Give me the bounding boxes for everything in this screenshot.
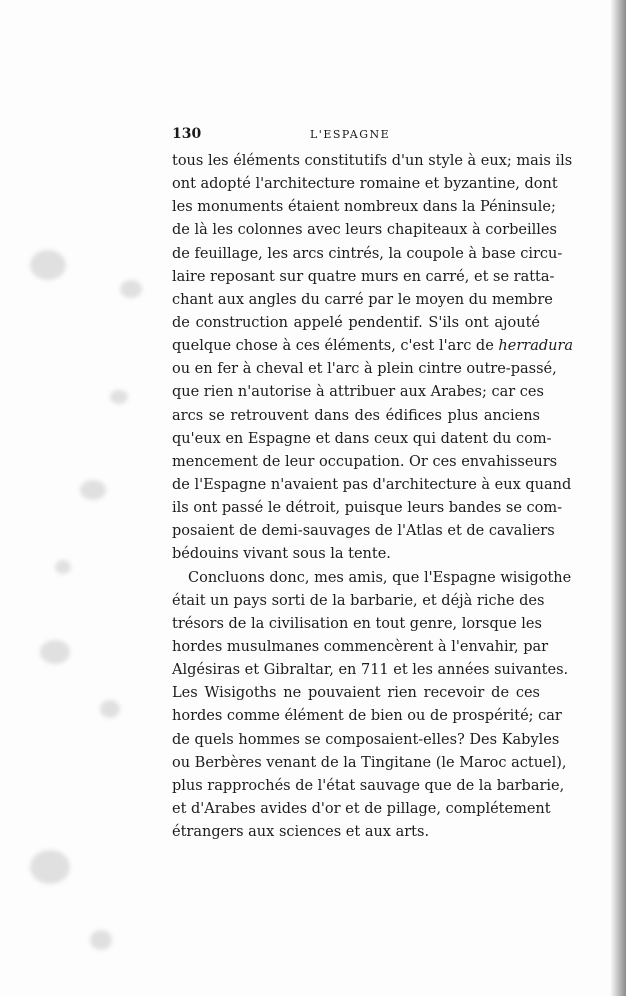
foxing-spot [30, 850, 70, 884]
foxing-spot [110, 390, 128, 404]
foxing-spot [40, 640, 70, 664]
text-line: mencement de leur occupation. Or ces envahisseurs [172, 453, 558, 470]
foxing-spot [100, 700, 120, 718]
text-line: posaient de demi-sauvages de l'Atlas et de cavaliers [172, 523, 555, 540]
text-line: et d'Arabes avides d'or et de pillage, complétement [172, 800, 551, 817]
text-line: ou en fer à cheval et l'arc à plein cintre outre-passé, [172, 361, 557, 378]
text-line: était un pays sorti de la barbarie, et déjà riche des [172, 592, 545, 609]
page-number: 130 [172, 126, 202, 142]
text-line: Algésiras et Gibraltar, en 711 et les années suivantes. [172, 662, 569, 679]
text-line: trésors de la civilisation en tout genre, lorsque les [172, 615, 542, 632]
foxing-spot [30, 250, 66, 280]
body-text [172, 150, 574, 844]
text-line: plus rapprochés de l'état sauvage que de la barbarie, [172, 777, 565, 794]
foxing-spot [80, 480, 106, 500]
text-line: de là les colonnes avec leurs chapiteaux à corbeilles [172, 222, 557, 239]
italic-term: herradura [498, 338, 574, 355]
text-line: hordes comme élément de bien ou de prospérité; car [172, 708, 562, 725]
text-line: ils ont passé le détroit, puisque leurs bandes se com- [172, 500, 563, 517]
page-header [172, 126, 540, 146]
text-line: les monuments étaient nombreux dans la Péninsule; [172, 199, 556, 216]
text-line: de construction appelé pendentif. S'ils ont ajouté [172, 314, 540, 331]
text-line: hordes musulmanes commencèrent à l'envahir, par [172, 638, 549, 655]
foxing-spot [120, 280, 142, 298]
text-line: de l'Espagne n'avaient pas d'architecture à eux quand [172, 476, 572, 493]
text-line: bédouins vivant sous la tente. [172, 546, 391, 563]
running-head: L'ESPAGNE [310, 128, 391, 141]
text-fragment: quelque chose à ces éléments, c'est l'arc de [172, 338, 499, 355]
text-line: qu'eux en Espagne et dans ceux qui datent du com- [172, 430, 552, 447]
text-line: ou Berbères venant de la Tingitane (le Maroc actuel), [172, 754, 567, 771]
text-line: de quels hommes se composaient-elles? Des Kabyles [172, 731, 560, 748]
text-line: chant aux angles du carré par le moyen du membre [172, 291, 553, 308]
text-line: arcs se retrouvent dans des édifices plus anciens [172, 407, 540, 424]
text-line: ont adopté l'architecture romaine et byzantine, dont [172, 176, 558, 193]
text-line: Concluons donc, mes amis, que l'Espagne wisigothe [188, 569, 572, 586]
foxing-spot [90, 930, 112, 950]
foxing-spot [55, 560, 71, 574]
text-line: que rien n'autorise à attribuer aux Arabes; car ces [172, 384, 544, 401]
text-line: laire reposant sur quatre murs en carré, et se ratta- [172, 268, 555, 285]
page-edge-shadow [610, 0, 626, 996]
text-line: Les Wisigoths ne pouvaient rien recevoir de ces [172, 685, 540, 702]
text-line: de feuillage, les arcs cintrés, la coupole à base circu- [172, 245, 563, 262]
text-line: étrangers aux sciences et aux arts. [172, 824, 430, 841]
text-line [172, 335, 574, 358]
text-line: tous les éléments constitutifs d'un style à eux; mais ils [172, 153, 573, 169]
